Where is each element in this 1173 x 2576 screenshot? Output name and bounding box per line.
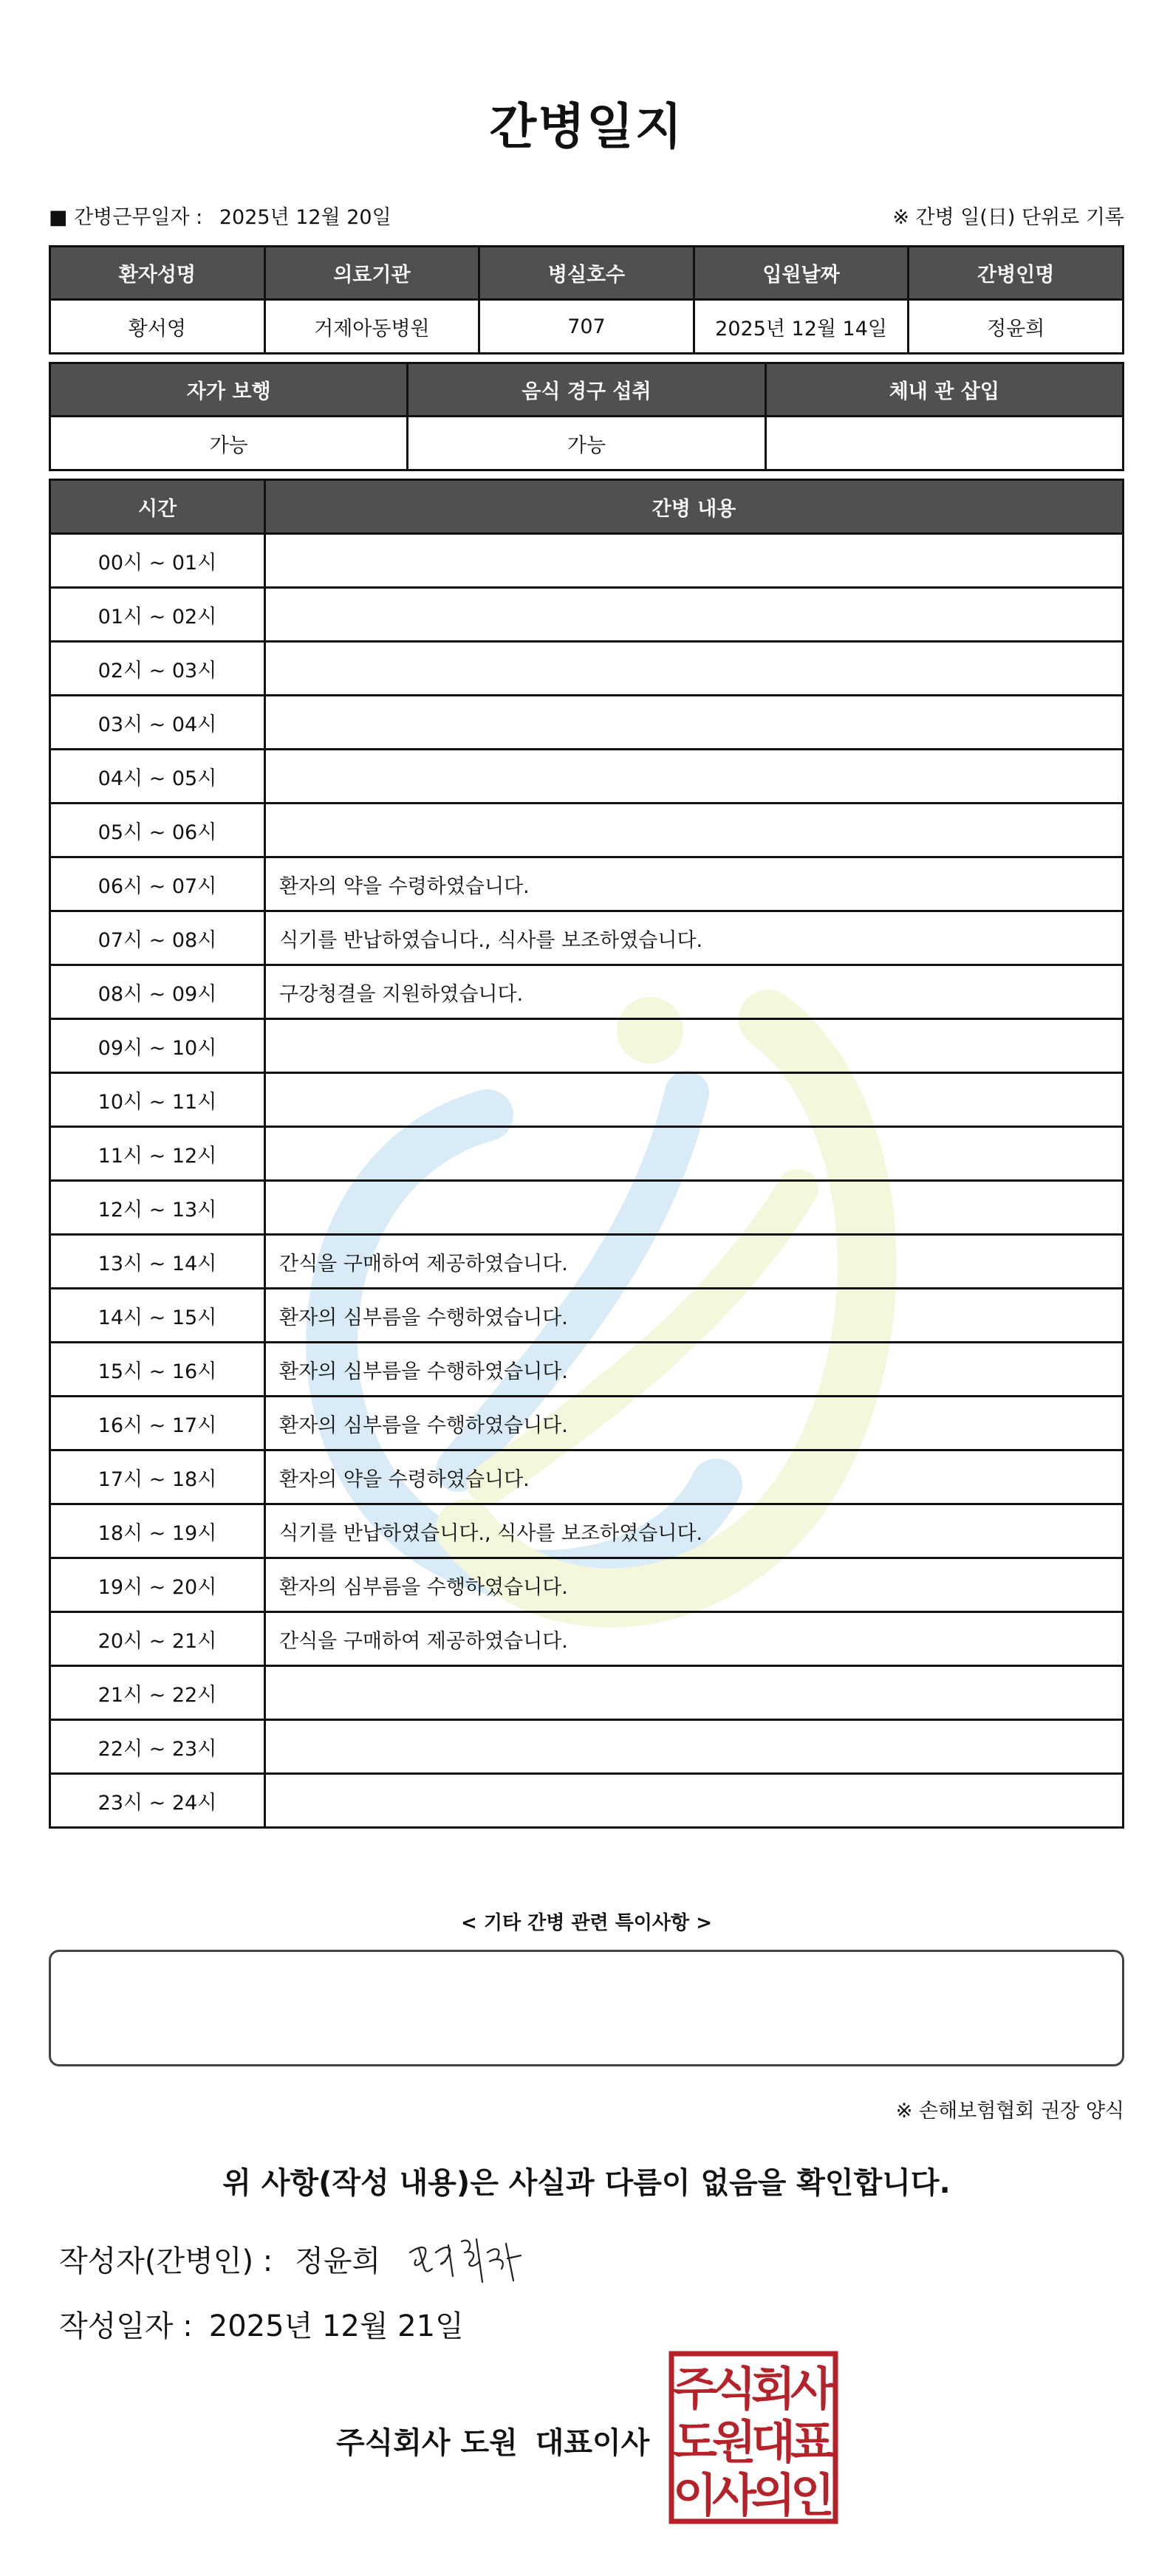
table-row bbox=[50, 857, 1124, 911]
time-slot: 14시 ~ 15시 bbox=[50, 1289, 265, 1343]
self-walking-header: 자가 보행 bbox=[50, 363, 408, 417]
care-content: 환자의 심부름을 수행하였습니다. bbox=[265, 1343, 1124, 1397]
care-content: 환자의 심부름을 수행하였습니다. bbox=[265, 1558, 1124, 1612]
caregiver-name-header: 간병인명 bbox=[909, 247, 1124, 300]
table-row bbox=[50, 1450, 1124, 1504]
special-notes-box bbox=[49, 1950, 1124, 2066]
time-slot: 17시 ~ 18시 bbox=[50, 1450, 265, 1504]
writer-name: 정윤희 bbox=[295, 2244, 381, 2278]
confirmation-statement: 위 사항(작성 내용)은 사실과 다름이 없음을 확인합니다. bbox=[222, 2166, 951, 2200]
table-row bbox=[50, 1397, 1124, 1450]
oral-intake-value: 가능 bbox=[408, 417, 765, 470]
tube-insertion-header: 체내 관 삽입 bbox=[765, 363, 1123, 417]
hospital-name: 거제아동병원 bbox=[264, 300, 479, 354]
seal-character: 대 bbox=[751, 2415, 796, 2469]
tube-insertion-value bbox=[765, 417, 1123, 470]
seal-character: 주 bbox=[673, 2362, 717, 2416]
time-slot: 15시 ~ 16시 bbox=[50, 1343, 265, 1397]
room-number: 707 bbox=[479, 300, 694, 354]
table-row bbox=[50, 1127, 1124, 1181]
table-row bbox=[50, 1612, 1124, 1666]
work-date bbox=[49, 201, 391, 230]
company-name: 주식회사 도원 bbox=[336, 2426, 518, 2460]
table-row bbox=[50, 804, 1124, 857]
time-slot: 10시 ~ 11시 bbox=[50, 1073, 265, 1127]
care-content: 환자의 심부름을 수행하였습니다. bbox=[265, 1289, 1124, 1343]
time-header: 시간 bbox=[50, 480, 265, 534]
time-slot: 20시 ~ 21시 bbox=[50, 1612, 265, 1666]
care-content bbox=[265, 1720, 1124, 1774]
seal-character: 사 bbox=[790, 2362, 835, 2416]
table-row bbox=[50, 1666, 1124, 1720]
time-slot: 23시 ~ 24시 bbox=[50, 1774, 265, 1828]
caregiver-name: 정윤희 bbox=[909, 300, 1124, 354]
table-row bbox=[50, 965, 1124, 1019]
table-row bbox=[50, 1343, 1124, 1397]
care-content bbox=[265, 750, 1124, 804]
time-slot: 12시 ~ 13시 bbox=[50, 1181, 265, 1235]
hospital-header: 의료기관 bbox=[264, 247, 479, 300]
writer-label: 작성자(간병인) : bbox=[59, 2244, 273, 2278]
care-content: 환자의 약을 수령하였습니다. bbox=[265, 857, 1124, 911]
table-row bbox=[50, 534, 1124, 588]
care-content bbox=[265, 534, 1124, 588]
form-source-note: ※ 손해보험협회 권장 양식 bbox=[895, 2100, 1124, 2123]
time-slot: 07시 ~ 08시 bbox=[50, 911, 265, 965]
status-value-row bbox=[50, 417, 1124, 470]
admission-date: 2025년 12월 14일 bbox=[694, 300, 909, 354]
status-header-row bbox=[50, 363, 1124, 417]
seal-character: 사 bbox=[712, 2468, 756, 2522]
care-content: 식기를 반납하였습니다., 식사를 보조하였습니다. bbox=[265, 1504, 1124, 1558]
seal-character: 의 bbox=[751, 2468, 796, 2522]
work-date-value: 2025년 12월 20일 bbox=[219, 206, 391, 229]
work-date-label: ■ 간병근무일자 : bbox=[49, 206, 203, 229]
time-slot: 06시 ~ 07시 bbox=[50, 857, 265, 911]
seal-character: 표 bbox=[790, 2415, 835, 2469]
seal-character: 회 bbox=[751, 2362, 796, 2416]
table-row bbox=[50, 1504, 1124, 1558]
seal-character: 도 bbox=[673, 2415, 717, 2469]
company-line bbox=[336, 2419, 649, 2462]
table-row bbox=[50, 750, 1124, 804]
time-slot: 00시 ~ 01시 bbox=[50, 534, 265, 588]
table-row bbox=[50, 1073, 1124, 1127]
time-slot: 13시 ~ 14시 bbox=[50, 1235, 265, 1289]
care-content bbox=[265, 642, 1124, 696]
time-slot: 09시 ~ 10시 bbox=[50, 1019, 265, 1073]
time-slot: 18시 ~ 19시 bbox=[50, 1504, 265, 1558]
written-date-line bbox=[59, 2303, 464, 2345]
table-row bbox=[50, 588, 1124, 642]
care-content bbox=[265, 1774, 1124, 1828]
care-content: 구강청결을 지원하였습니다. bbox=[265, 965, 1124, 1019]
oral-intake-header: 음식 경구 섭취 bbox=[408, 363, 765, 417]
patient-info-value-row bbox=[50, 300, 1124, 354]
table-row bbox=[50, 1181, 1124, 1235]
written-date-value: 2025년 12월 21일 bbox=[208, 2309, 464, 2343]
notes-title: < 기타 간병 관련 특이사항 > bbox=[461, 1912, 712, 1934]
time-slot: 03시 ~ 04시 bbox=[50, 696, 265, 750]
writer-line bbox=[59, 2238, 380, 2280]
care-content bbox=[265, 1127, 1124, 1181]
time-slot: 21시 ~ 22시 bbox=[50, 1666, 265, 1720]
time-slot: 08시 ~ 09시 bbox=[50, 965, 265, 1019]
patient-info-header-row bbox=[50, 247, 1124, 300]
table-row bbox=[50, 1235, 1124, 1289]
care-content bbox=[265, 1181, 1124, 1235]
room-number-header: 병실호수 bbox=[479, 247, 694, 300]
time-slot: 16시 ~ 17시 bbox=[50, 1397, 265, 1450]
table-row bbox=[50, 911, 1124, 965]
care-content bbox=[265, 1019, 1124, 1073]
time-slot: 19시 ~ 20시 bbox=[50, 1558, 265, 1612]
handwritten-signature-icon bbox=[403, 2223, 532, 2297]
table-row bbox=[50, 1019, 1124, 1073]
table-row bbox=[50, 1720, 1124, 1774]
care-log-header-row bbox=[50, 480, 1124, 534]
table-row bbox=[50, 696, 1124, 750]
seal-character: 인 bbox=[790, 2468, 835, 2522]
page-title: 간병일지 bbox=[489, 98, 684, 155]
table-row bbox=[50, 1289, 1124, 1343]
care-content: 환자의 심부름을 수행하였습니다. bbox=[265, 1397, 1124, 1450]
time-slot: 22시 ~ 23시 bbox=[50, 1720, 265, 1774]
seal-character: 식 bbox=[712, 2362, 756, 2416]
time-slot: 02시 ~ 03시 bbox=[50, 642, 265, 696]
care-content-header: 간병 내용 bbox=[265, 480, 1124, 534]
seal-character: 이 bbox=[673, 2468, 717, 2522]
company-seal-icon bbox=[668, 2351, 838, 2524]
status-info-table bbox=[49, 362, 1124, 471]
seal-character: 원 bbox=[712, 2415, 756, 2469]
admission-date-header: 입원날짜 bbox=[694, 247, 909, 300]
company-title: 대표이사 bbox=[535, 2426, 650, 2460]
table-row bbox=[50, 1774, 1124, 1828]
table-row bbox=[50, 642, 1124, 696]
patient-name-header: 환자성명 bbox=[50, 247, 265, 300]
care-content: 간식을 구매하여 제공하였습니다. bbox=[265, 1235, 1124, 1289]
time-slot: 11시 ~ 12시 bbox=[50, 1127, 265, 1181]
self-walking-value: 가능 bbox=[50, 417, 408, 470]
care-content bbox=[265, 696, 1124, 750]
care-content bbox=[265, 1073, 1124, 1127]
care-content: 환자의 약을 수령하였습니다. bbox=[265, 1450, 1124, 1504]
care-content bbox=[265, 804, 1124, 857]
time-slot: 04시 ~ 05시 bbox=[50, 750, 265, 804]
care-content bbox=[265, 588, 1124, 642]
care-log-table bbox=[49, 479, 1124, 1829]
written-date-label: 작성일자 : bbox=[59, 2309, 193, 2343]
table-row bbox=[50, 1558, 1124, 1612]
patient-info-table bbox=[49, 245, 1124, 354]
time-slot: 01시 ~ 02시 bbox=[50, 588, 265, 642]
record-unit-note: ※ 간병 일(日) 단위로 기록 bbox=[892, 206, 1124, 229]
care-content: 간식을 구매하여 제공하였습니다. bbox=[265, 1612, 1124, 1666]
time-slot: 05시 ~ 06시 bbox=[50, 804, 265, 857]
care-content bbox=[265, 1666, 1124, 1720]
care-content: 식기를 반납하였습니다., 식사를 보조하였습니다. bbox=[265, 911, 1124, 965]
patient-name: 황서영 bbox=[50, 300, 265, 354]
